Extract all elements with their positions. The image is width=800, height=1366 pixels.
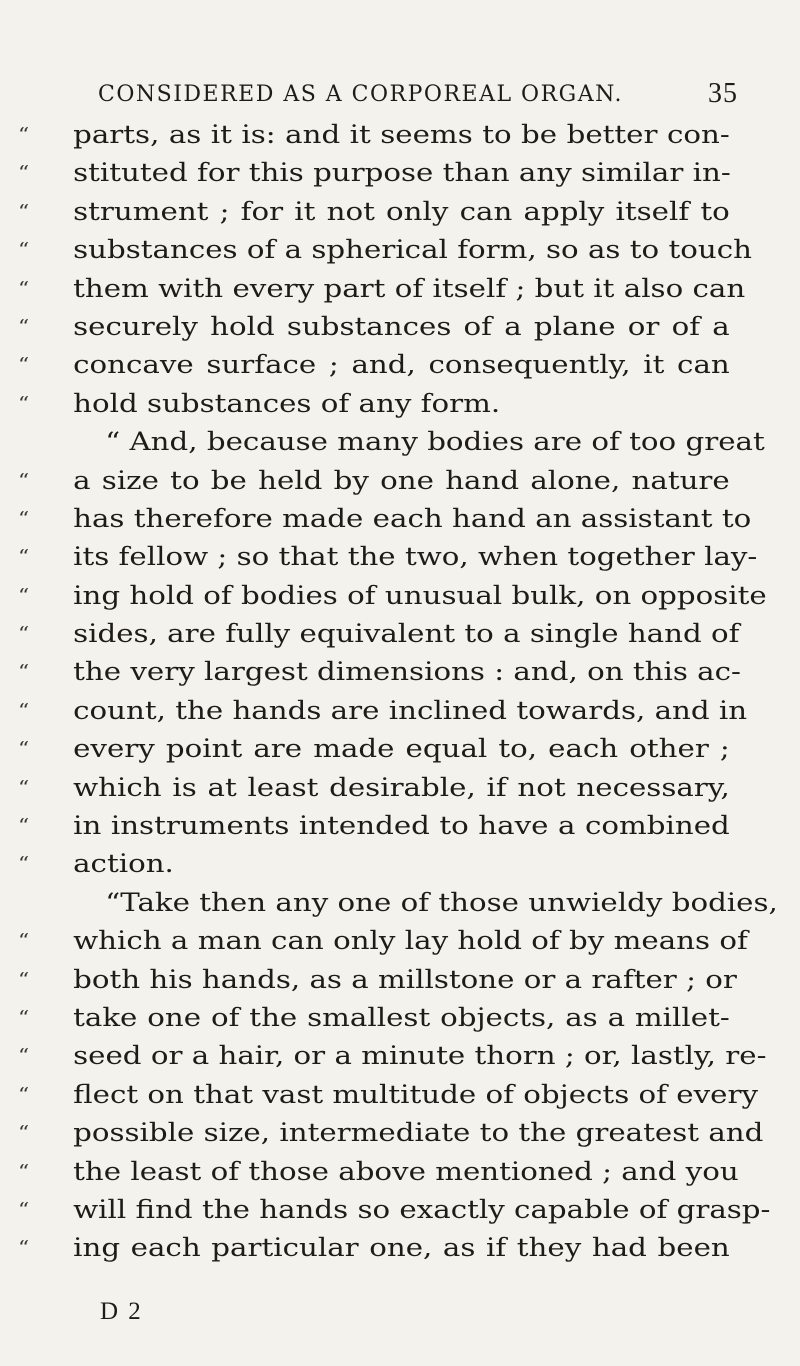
quote-mark: “ [18,200,30,223]
page-number: 35 [708,78,738,109]
text-line [18,385,730,423]
line-text: securely hold substances of a plane or of a [73,311,730,342]
line-text: action. [73,849,174,880]
line-text: every point are made equal to, each other ; [73,734,730,765]
line-text: seed or a hair, or a minute thorn ; or, lastly, re- [73,1041,767,1072]
text-line [18,346,730,384]
text-line [18,884,778,922]
quote-mark: “ [18,738,30,761]
body-text [18,116,778,1268]
quote-mark: “ [18,661,30,684]
quote-mark: “ [18,815,30,838]
text-line [18,154,730,192]
text-line [18,1037,767,1075]
quote-mark: “ [18,853,30,876]
text-line [18,922,748,960]
quote-mark: “ [18,776,30,799]
quote-mark: “ [18,623,30,646]
text-line [18,500,752,538]
text-line [18,692,748,730]
quote-mark: “ [18,968,30,991]
text-line [18,1229,730,1267]
text-line [18,999,730,1037]
line-text: “ And, because many bodies are of too great [105,427,765,458]
quote-mark: “ [18,392,30,415]
text-line [18,1076,759,1114]
line-text: them with every part of itself ; but it also can [73,273,746,304]
quote-mark: “ [18,930,30,953]
text-line [18,961,737,999]
line-text: sides, are fully equivalent to a single hand of [73,619,740,650]
line-text: ing hold of bodies of unusual bulk, on opposite [73,580,767,611]
text-line [18,1191,771,1229]
quote-mark: “ [18,507,30,530]
text-line [18,615,740,653]
line-text: its fellow ; so that the two, when together lay- [73,542,758,573]
running-head [98,74,738,114]
quote-mark: “ [18,315,30,338]
text-line [18,462,730,500]
line-text: possible size, intermediate to the greatest and [73,1118,764,1149]
line-text: ing each particular one, as if they had been [73,1233,730,1264]
text-line [18,769,730,807]
line-text: “Take then any one of those unwieldy bodies, [105,887,778,918]
line-text: substances of a spherical form, so as to touch [73,235,752,266]
quote-mark: “ [18,469,30,492]
quote-mark: “ [18,239,30,262]
quote-mark: “ [18,546,30,569]
text-line [18,423,765,461]
quote-mark: “ [18,124,30,146]
quote-mark: “ [18,1160,30,1183]
line-text: the least of those above mentioned ; and you [73,1156,739,1187]
running-title: CONSIDERED AS A CORPOREAL ORGAN. [98,81,623,107]
text-line [18,231,752,269]
quote-mark: “ [18,1122,30,1145]
text-line [18,1114,764,1152]
quote-mark: “ [18,162,30,185]
line-text: both his hands, as a millstone or a rafter ; or [73,964,737,995]
quote-mark: “ [18,1198,30,1221]
text-line [18,1153,739,1191]
text-line [18,270,746,308]
line-text: a size to be held by one hand alone, nature [73,465,730,496]
line-text: has therefore made each hand an assistant to [73,503,752,534]
text-line [18,538,758,576]
text-line [18,730,730,768]
line-text: in instruments intended to have a combined [73,811,730,842]
quote-mark: “ [18,699,30,722]
line-text: strument ; for it not only can apply itself to [73,196,730,227]
line-text: count, the hands are inclined towards, and in [73,695,748,726]
quote-mark: “ [18,277,30,300]
quote-mark: “ [18,1045,30,1068]
line-text: hold substances of any form. [73,388,501,419]
line-text: concave surface ; and, consequently, it can [73,350,730,381]
quote-mark: “ [18,1006,30,1029]
text-line [18,807,730,845]
line-text: will find the hands so exactly capable of grasp- [73,1194,771,1225]
quote-mark: “ [18,584,30,607]
quote-mark: “ [18,354,30,377]
text-line [18,308,730,346]
text-line [18,845,730,883]
line-text: flect on that vast multitude of objects of every [73,1079,759,1110]
line-text: which a man can only lay hold of by means of [73,926,748,957]
quote-mark: “ [18,1083,30,1106]
text-line [18,577,767,615]
line-text: which is at least desirable, if not necessary, [73,772,730,803]
text-line [18,116,730,154]
line-text: parts, as it is: and it seems to be better con- [73,120,730,150]
quote-mark: “ [18,1237,30,1260]
text-line [18,653,741,691]
text-line [18,193,730,231]
line-text: take one of the smallest objects, as a millet- [73,1002,730,1033]
signature-mark: D 2 [100,1298,143,1325]
line-text: stituted for this purpose than any similar in- [73,158,731,189]
line-text: the very largest dimensions : and, on this ac- [73,657,741,688]
